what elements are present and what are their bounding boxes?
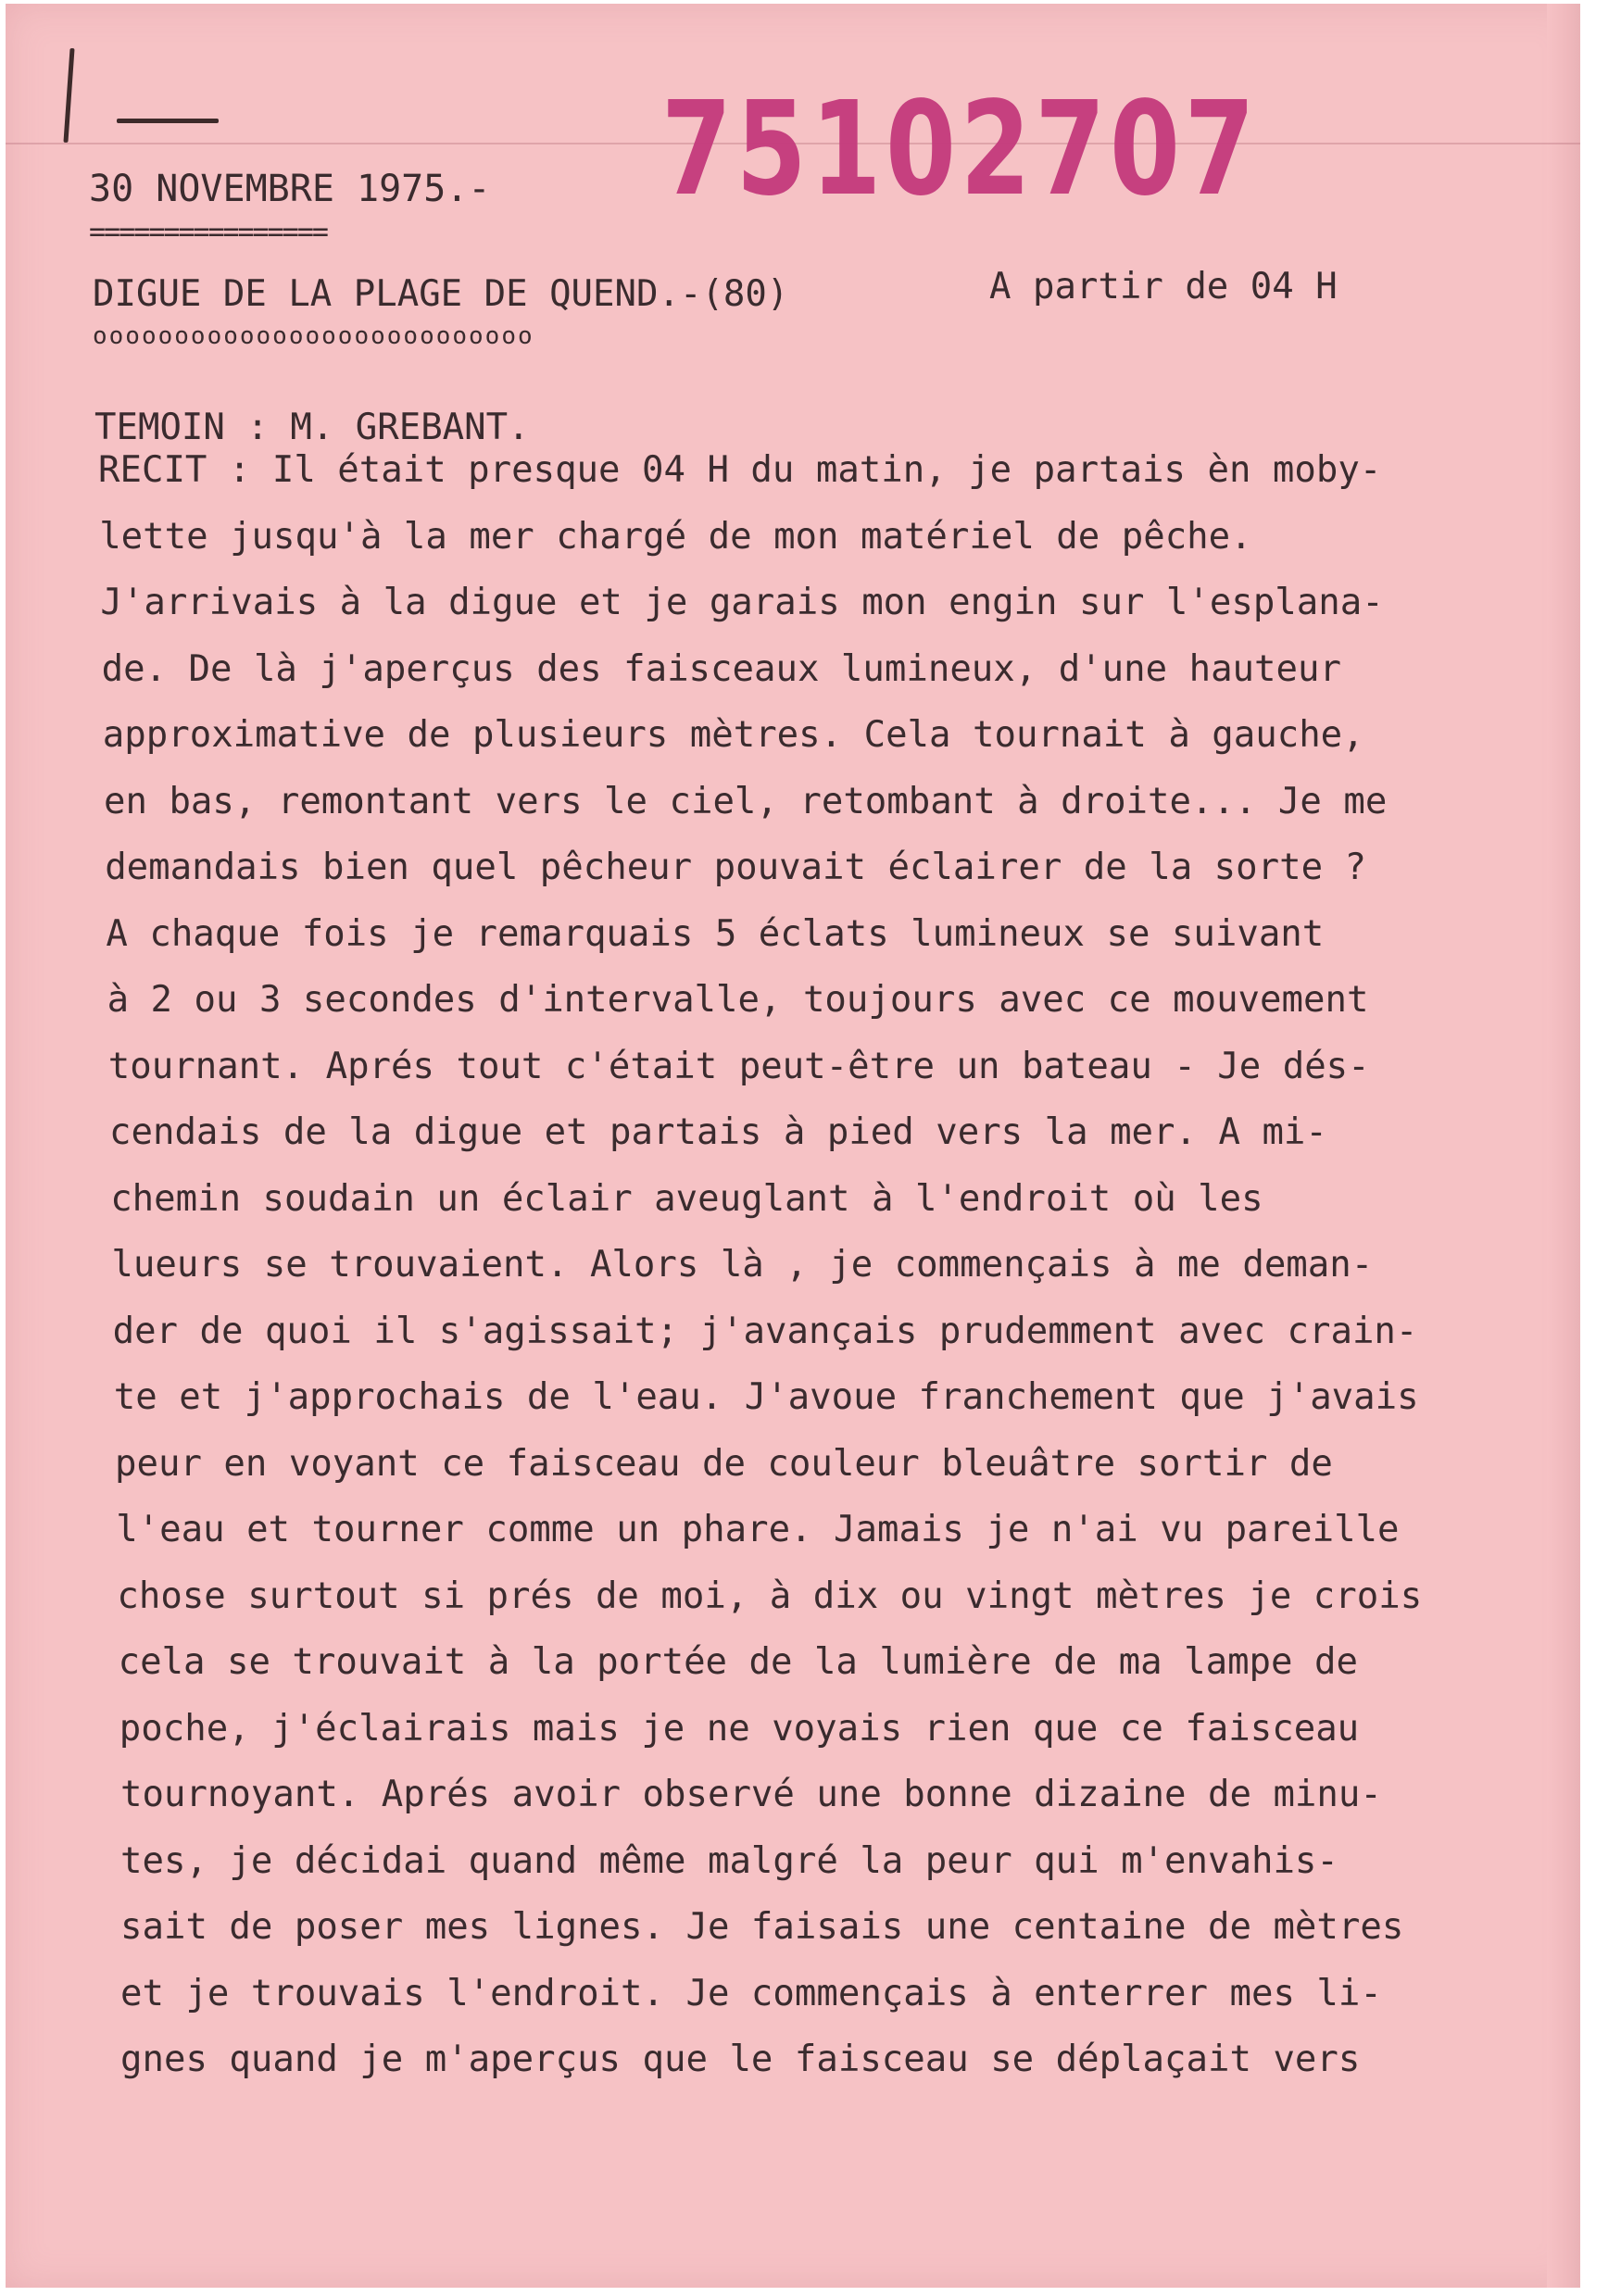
report-time: A partir de 04 H <box>989 266 1338 307</box>
document-page <box>6 4 1580 2288</box>
reference-number-stamp: 75102707 <box>661 74 1260 225</box>
location-underline: ooooooooooooooooooooooooooo <box>93 322 534 350</box>
report-location: DIGUE DE LA PLAGE DE QUEND.-(80) <box>93 273 789 315</box>
testimony-line: cela se trouvait à la portée de la lumière de ma lampe de <box>118 1641 1358 1683</box>
testimony-line: chose surtout si prés de moi, à dix ou vingt mètres je crois <box>117 1575 1423 1617</box>
testimony-line: l'eau et tourner comme un phare. Jamais je n'ai vu pareille <box>116 1509 1400 1550</box>
handwritten-horizontal-stroke <box>117 119 219 123</box>
testimony-line: tes, je décidai quand même malgré la peur qui m'envahis- <box>120 1839 1338 1882</box>
testimony-line: A chaque fois je remarquais 5 éclats lumineux se suivant <box>106 912 1325 955</box>
testimony-line: poche, j'éclairais mais je ne voyais rien que ce faisceau <box>119 1707 1360 1750</box>
testimony-line: sait de poser mes lignes. Je faisais une centaine de mètres <box>120 1906 1404 1948</box>
page-edge <box>1547 4 1580 2288</box>
testimony-line: et je trouvais l'endroit. Je commençais à enterrer mes li- <box>120 1972 1382 2014</box>
witness-line: TEMOIN : M. GREBANT. <box>94 407 530 448</box>
handwritten-vertical-stroke <box>63 48 74 143</box>
date-underline: ================ <box>89 216 327 248</box>
testimony-line: tournoyant. Aprés avoir observé une bonne dizaine de minu- <box>120 1774 1382 1815</box>
testimony-line: RECIT : Il était presque 04 H du matin, je partais èn moby- <box>98 449 1382 491</box>
testimony-line: lueurs se trouvaient. Alors là , je commençais à me deman- <box>111 1244 1374 1286</box>
testimony-line: te et j'approchais de l'eau. J'avoue franchement que j'avais <box>113 1376 1419 1418</box>
report-date: 30 NOVEMBRE 1975.- <box>89 168 491 210</box>
testimony-line: demandais bien quel pêcheur pouvait éclairer de la sorte ? <box>105 847 1367 888</box>
testimony-line: gnes quand je m'aperçus que le faisceau se déplaçait vers <box>120 2039 1361 2080</box>
testimony-line: approximative de plusieurs mètres. Cela tournait à gauche, <box>102 714 1364 756</box>
testimony-line: cendais de la digue et partais à pied vers la mer. A mi- <box>109 1111 1327 1153</box>
testimony-line: tournant. Aprés tout c'était peut-être un bateau - Je dés- <box>107 1045 1370 1087</box>
testimony-line: de. De là j'aperçus des faisceaux lumineux, d'une hauteur <box>101 647 1341 690</box>
testimony-line: peur en voyant ce faisceau de couleur bleuâtre sortir de <box>115 1442 1333 1485</box>
testimony-line: der de quoi il s'agissait; j'avançais prudemment avec crain- <box>112 1310 1418 1352</box>
testimony-line: J'arrivais à la digue et je garais mon engin sur l'esplana- <box>100 582 1384 623</box>
testimony-line: chemin soudain un éclair aveuglant à l'endroit où les <box>110 1177 1263 1220</box>
testimony-line: à 2 ou 3 secondes d'intervalle, toujours avec ce mouvement <box>107 979 1369 1021</box>
testimony-line: en bas, remontant vers le ciel, retombant à droite... Je me <box>104 780 1388 822</box>
testimony-line: lette jusqu'à la mer chargé de mon matériel de pêche. <box>99 515 1252 558</box>
